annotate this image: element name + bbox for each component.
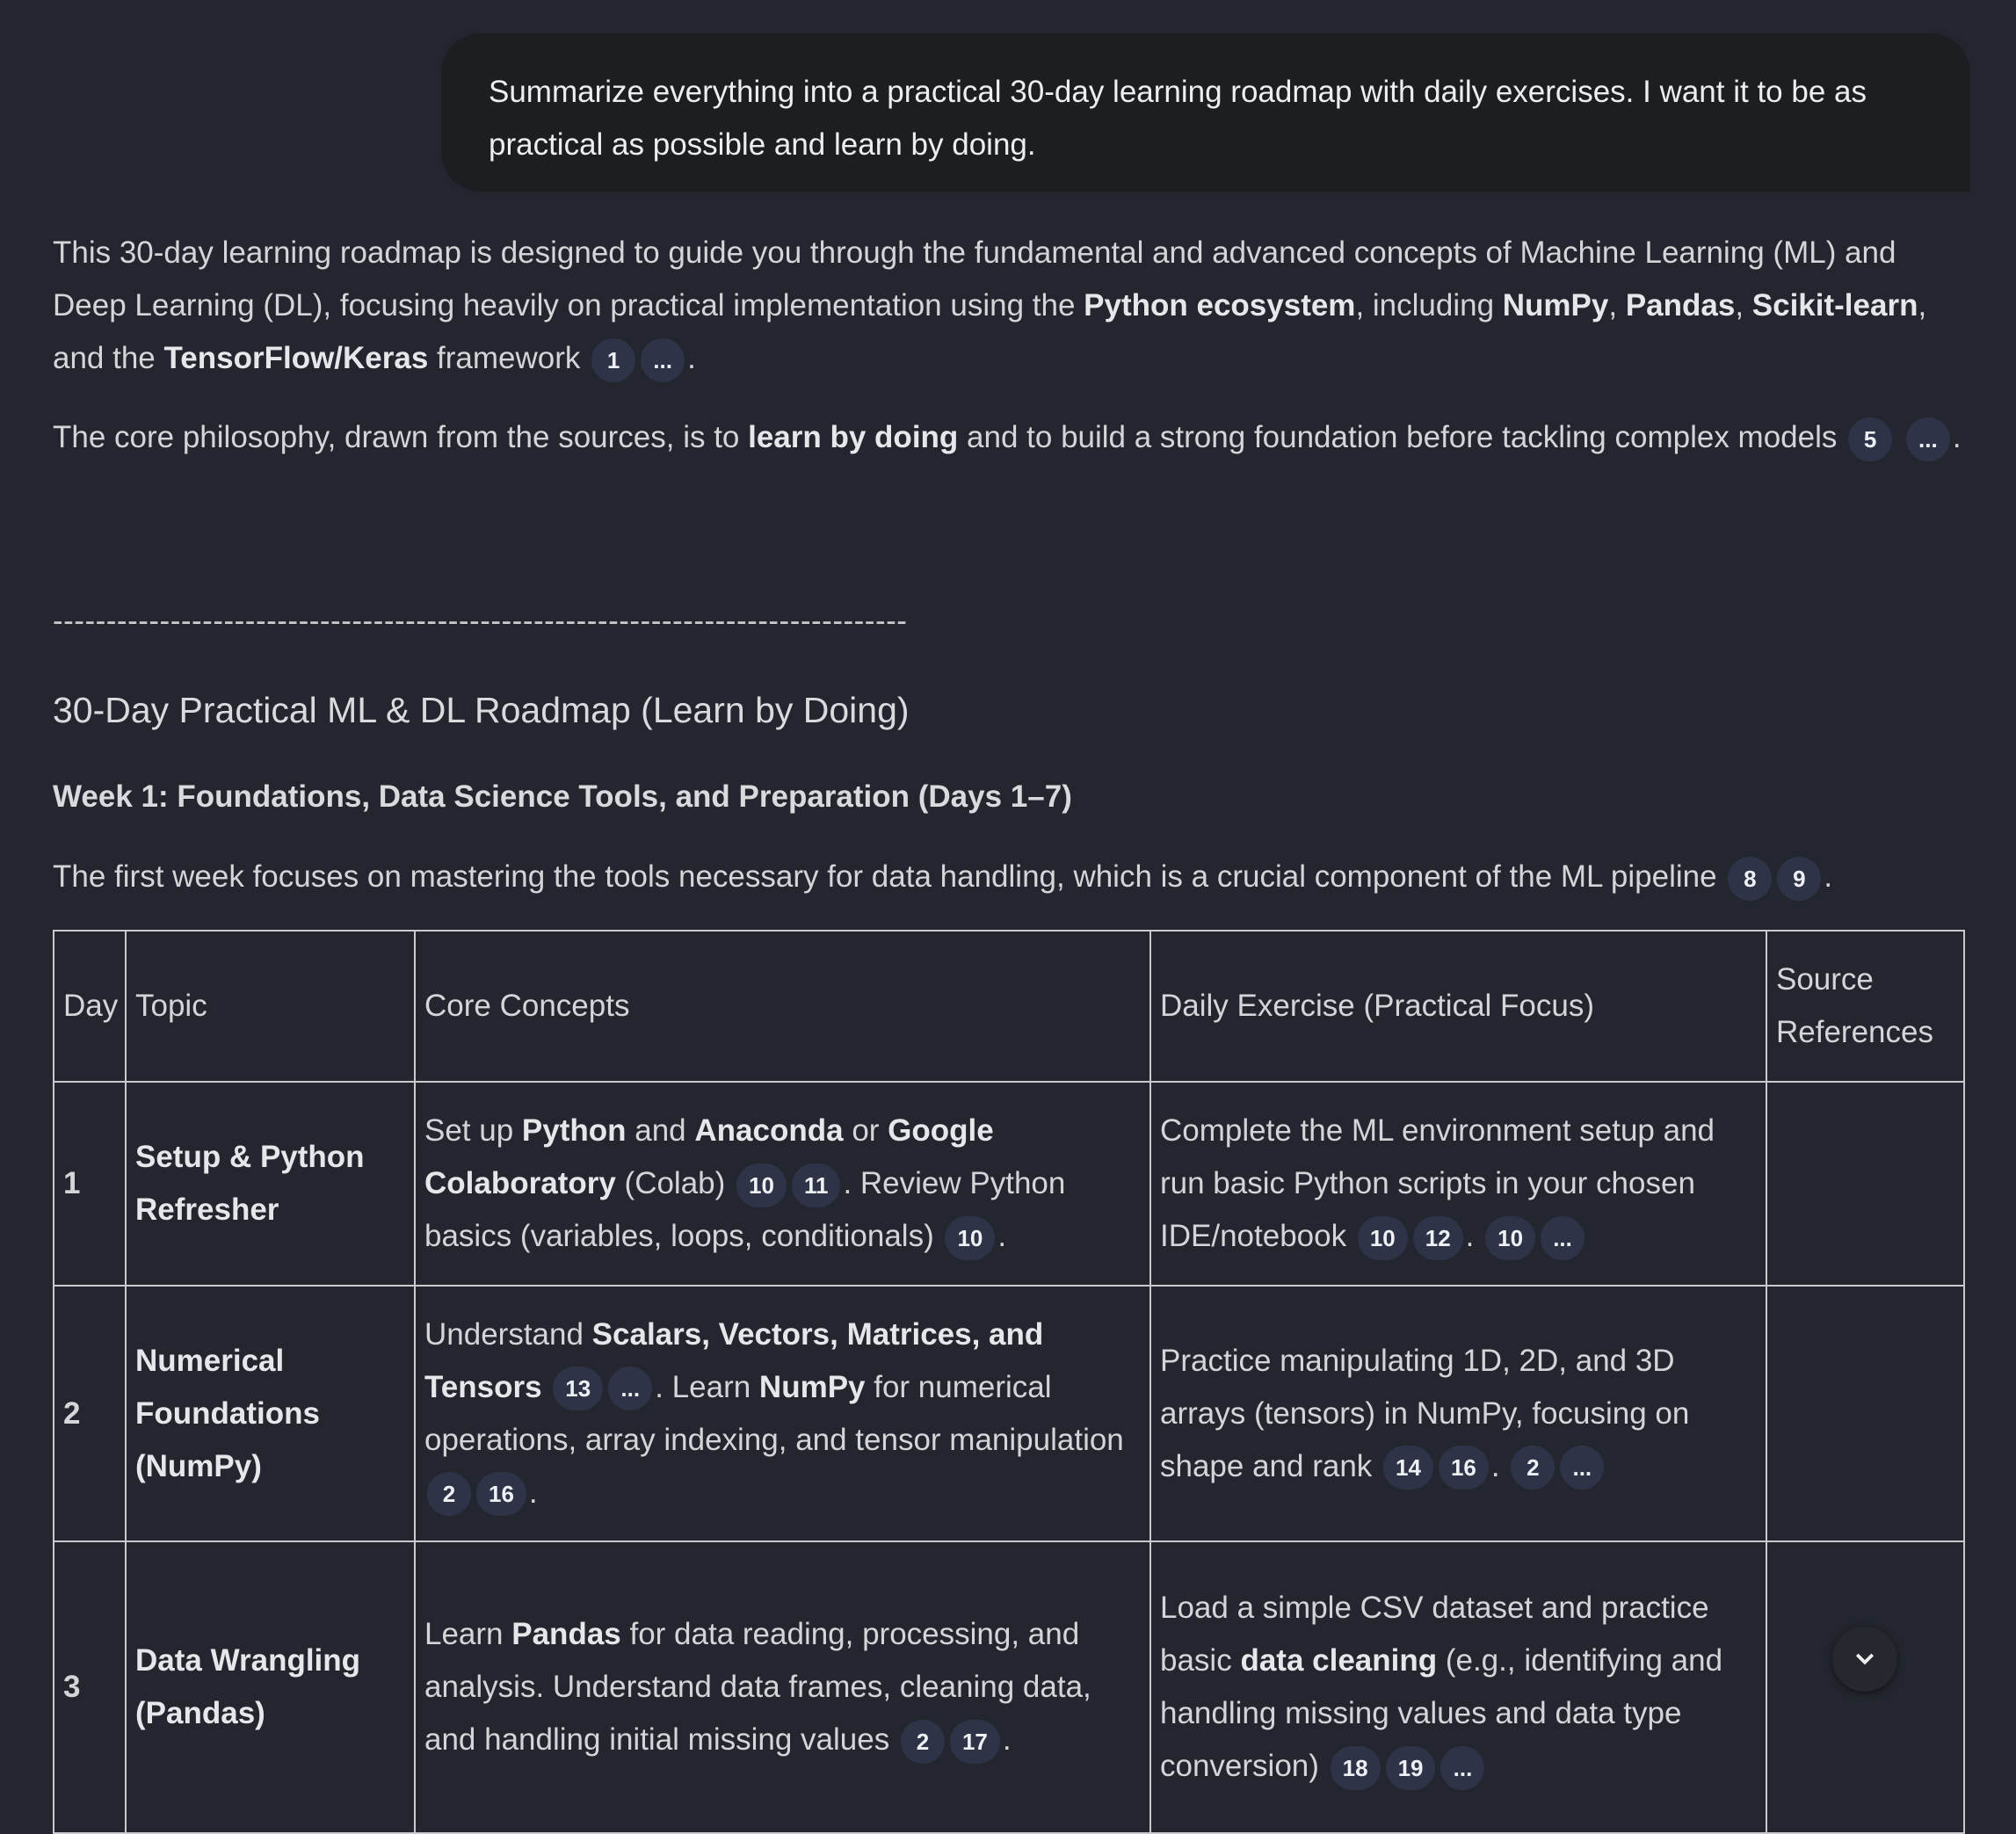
text: . Review Python basics (variables, loops, conditionals): [424, 1166, 1066, 1253]
bold-text: learn by doing: [748, 420, 959, 454]
citation-chip[interactable]: 1: [591, 338, 635, 382]
bold-text: TensorFlow/Keras: [163, 341, 429, 375]
scroll-down-button[interactable]: [1832, 1627, 1897, 1692]
text: , including: [1355, 288, 1503, 323]
day-cell: 1: [54, 1082, 126, 1286]
day-cell: 3: [54, 1541, 126, 1833]
bold-text: data cleaning: [1240, 1643, 1438, 1678]
week1-title: Week 1: Foundations, Data Science Tools, and Preparation (Days 1–7): [53, 779, 1072, 814]
topic-cell: Numerical Foundations (NumPy): [135, 1343, 320, 1483]
citation-chip[interactable]: 19: [1386, 1746, 1436, 1790]
divider: --------------------------------------------------------------------------------: [53, 604, 908, 638]
citation-chip[interactable]: ...: [1541, 1216, 1585, 1260]
bold-text: Anaconda: [694, 1113, 844, 1148]
text: The first week focuses on mastering the tools necessary for data handling, which is a crucial component of the ML pipeline: [53, 859, 1726, 894]
exercise-cell: [1150, 1286, 1766, 1541]
text: The core philosophy, drawn from the sources, is to: [53, 420, 749, 454]
citation-chip[interactable]: ...: [641, 338, 685, 382]
text: [1895, 420, 1904, 454]
concepts-cell: [415, 1286, 1150, 1541]
citation-chip[interactable]: 2: [901, 1720, 945, 1764]
bold-text: Scalars, Vectors, Matrices, and Tensors: [424, 1316, 1044, 1404]
text: framework: [428, 341, 590, 375]
text: and: [626, 1113, 695, 1148]
text: Load a simple CSV dataset and practice basic: [1160, 1591, 1709, 1678]
exercise-cell: [1150, 1541, 1766, 1833]
citation-chip[interactable]: 11: [792, 1163, 841, 1207]
citation-chip[interactable]: 16: [476, 1472, 526, 1516]
table-row: [54, 1541, 1964, 1833]
user-message-bubble: [441, 33, 1970, 192]
refs-cell: [1766, 1082, 1964, 1286]
topic-cell: Setup & Python Refresher: [135, 1140, 365, 1227]
day-cell: 2: [54, 1286, 126, 1541]
text: Practice manipulating 1D, 2D, and 3D arrays (tensors) in NumPy, focusing on shape and rank: [1160, 1343, 1690, 1483]
text: (Colab): [615, 1166, 735, 1200]
citation-chip[interactable]: 14: [1383, 1446, 1433, 1490]
citation-chip[interactable]: 2: [427, 1472, 471, 1516]
citation-chip[interactable]: 2: [1511, 1446, 1555, 1490]
concepts-cell: [415, 1541, 1150, 1833]
concepts-cell: [415, 1082, 1150, 1286]
citation-chip[interactable]: 18: [1331, 1746, 1381, 1790]
header-core-concepts: Core Concepts: [415, 931, 1150, 1082]
text: or: [843, 1113, 888, 1148]
citation-chip[interactable]: 10: [1358, 1216, 1408, 1260]
week1-intro: [53, 851, 1832, 903]
citation-chip[interactable]: 10: [945, 1216, 995, 1260]
bold-text: Python: [521, 1113, 627, 1148]
bold-text: NumPy: [1502, 288, 1609, 323]
roadmap-title: 30-Day Practical ML & DL Roadmap (Learn by Doing): [53, 690, 910, 730]
header-day: Day: [54, 931, 126, 1082]
text: , and the: [53, 288, 1927, 375]
bold-text: Google Colaboratory: [424, 1113, 994, 1200]
text: .: [1952, 420, 1962, 454]
text: .: [1490, 1448, 1509, 1483]
citation-chip[interactable]: 10: [1485, 1216, 1535, 1260]
text: ,: [1608, 288, 1626, 323]
citation-chip[interactable]: 12: [1413, 1216, 1463, 1260]
bold-text: Python ecosystem: [1084, 288, 1356, 323]
bold-text: Pandas: [511, 1617, 621, 1651]
citation-chip[interactable]: ...: [1560, 1446, 1604, 1490]
text: .: [1002, 1722, 1012, 1757]
exercise-cell: [1150, 1082, 1766, 1286]
header-daily-exercise: Daily Exercise (Practical Focus): [1150, 931, 1766, 1082]
refs-cell: [1766, 1286, 1964, 1541]
text: .: [687, 341, 696, 375]
text: for data reading, processing, and analysis. Understand data frames, cleaning data, and handling initial missing values: [424, 1617, 1091, 1757]
header-topic: Topic: [126, 931, 415, 1082]
citation-chip[interactable]: 17: [950, 1720, 1000, 1764]
citation-chip[interactable]: 8: [1728, 857, 1772, 901]
text: This 30-day learning roadmap is designed to guide you through the fundamental and advanced concepts of Machine Learning (ML) and Deep Learning (DL), focusing heavily on practical implementation using the: [53, 236, 1896, 323]
user-message-text: Summarize everything into a practical 30-day learning roadmap with daily exercises. I want it to be as practical as possible and learn by doing.: [489, 75, 1867, 162]
chevron-down-icon: [1852, 1646, 1878, 1672]
citation-chip[interactable]: ...: [608, 1366, 652, 1410]
text: .: [1824, 859, 1833, 894]
citation-chip[interactable]: 10: [736, 1163, 787, 1207]
text: (e.g., identifying and handling missing values and data type conversion): [1160, 1643, 1723, 1783]
text: Understand: [424, 1316, 592, 1352]
text: and to build a strong foundation before tackling complex models: [958, 420, 1846, 454]
text: Set up: [424, 1113, 522, 1148]
week1-table: [53, 930, 1965, 1834]
text: for numerical operations, array indexing, and tensor manipulation: [424, 1369, 1124, 1457]
text: .: [528, 1475, 538, 1510]
table-row: [54, 1082, 1964, 1286]
table-header-row: [54, 931, 1964, 1082]
topic-cell: Data Wrangling (Pandas): [135, 1643, 361, 1730]
citation-chip[interactable]: 9: [1777, 857, 1821, 901]
citation-chip[interactable]: 16: [1439, 1446, 1489, 1490]
bold-text: Pandas: [1625, 288, 1736, 323]
text: Complete the ML environment setup and run basic Python scripts in your chosen IDE/notebook: [1160, 1113, 1715, 1253]
header-source-references: Source References: [1766, 931, 1964, 1082]
citation-chip[interactable]: ...: [1440, 1746, 1484, 1790]
text: ,: [1735, 288, 1752, 323]
intro-paragraph: [53, 227, 1969, 385]
citation-chip[interactable]: ...: [1906, 417, 1950, 461]
text: [542, 1370, 551, 1404]
citation-chip[interactable]: 13: [553, 1366, 603, 1410]
table-row: [54, 1286, 1964, 1541]
assistant-response: [53, 227, 1969, 490]
citation-chip[interactable]: 5: [1848, 417, 1892, 461]
text: Learn: [424, 1617, 512, 1651]
bold-text: NumPy: [758, 1369, 866, 1404]
text: .: [997, 1219, 1007, 1253]
philosophy-paragraph: [53, 411, 1969, 464]
text: .: [1465, 1219, 1483, 1253]
text: . Learn: [655, 1369, 759, 1404]
bold-text: Scikit-learn: [1751, 288, 1918, 323]
